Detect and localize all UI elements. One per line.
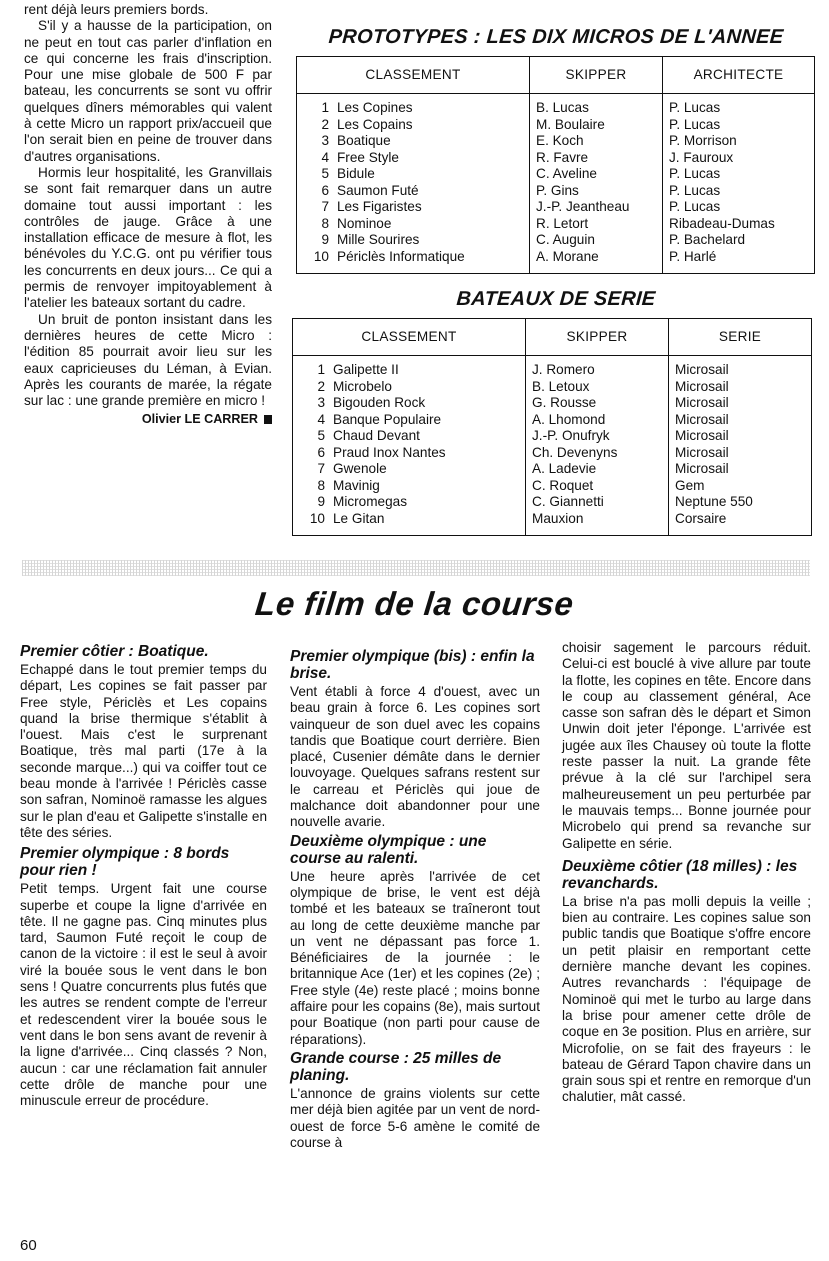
skipper-name: C. Roquet [532, 477, 594, 493]
series-name: Microsail [675, 461, 729, 476]
boat-name: Les Copines [337, 100, 413, 115]
section-heading: Premier olympique (bis) : enfin la brise. [290, 648, 535, 682]
boat-name: Banque Populaire [333, 411, 442, 427]
series-name: Microsail [675, 395, 729, 410]
page-number: 60 [20, 1237, 37, 1254]
rank-number: 4 [321, 149, 329, 165]
column-header: SERIE [669, 319, 812, 356]
rank-number: 4 [317, 411, 325, 427]
architect-name: J. Fauroux [669, 149, 734, 165]
boat-name: Bidule [337, 166, 375, 181]
boat-name: Les Figaristes [337, 199, 422, 214]
skipper-name: P. Gins [536, 182, 579, 198]
series-table [292, 318, 812, 536]
author-name: Olivier LE CARRER [141, 412, 258, 427]
column-header: ARCHITECTE [663, 57, 815, 94]
skipper-name: J.-P. Jeantheau [536, 199, 630, 214]
architect-name: P. Bachelard [669, 232, 746, 247]
boat-name: Saumon Futé [337, 182, 419, 198]
skipper-name: R. Favre [536, 149, 589, 165]
table-row-boat [299, 428, 519, 445]
skipper-name: A. Morane [536, 248, 599, 264]
table-row-boat [303, 199, 523, 216]
skipper-name: A. Lhomond [532, 411, 606, 427]
paragraph: rent déjà leurs premiers bords. [24, 2, 209, 17]
architect-name: P. Harlé [669, 248, 717, 264]
rank-number: 8 [321, 215, 329, 231]
architect-name: P. Lucas [669, 166, 721, 181]
architect-name: P. Morrison [669, 133, 737, 148]
boat-name: Galipette II [333, 362, 399, 377]
table-row-boat [299, 461, 519, 478]
paragraph: Une heure après l'arrivée de cet olympique de brise, le vent est déjà tombé et les bateaux se traîneront tout au long de cette deuxième manche par un vent ne dépassant pas force 1. Bénéficiaires de la journée : le britannique Ace (1er) et les copines (2e) ; Free style (4e) reste placé ; moins bonne affaire pour les copains (8e), mais surtout pour Boatique (non parti pour cause de réparations). [290, 868, 540, 1047]
architect-name: P. Lucas [669, 116, 721, 132]
section-heading: Grande course : 25 milles de planing. [290, 1049, 502, 1084]
column-header: CLASSEMENT [293, 319, 526, 356]
column-header: SKIPPER [526, 319, 669, 356]
rank-number: 7 [317, 461, 325, 476]
boat-name: Périclès Informatique [337, 248, 465, 264]
series-name: Microsail [675, 378, 729, 394]
article-headline: Le film de la course [253, 585, 576, 622]
lower-column-3 [562, 640, 811, 1106]
rank-number: 6 [317, 444, 325, 460]
table-row-boat [303, 100, 523, 117]
table-row-boat [303, 216, 523, 233]
rank-number: 1 [321, 100, 329, 115]
boat-name: Les Copains [337, 116, 413, 132]
prototypes-title: PROTOTYPES : LES DIX MICROS DE L'ANNEE [327, 26, 785, 48]
rank-number: 7 [321, 199, 329, 214]
paragraph: Petit temps. Urgent fait une course superbe et coupe la ligne d'arrivée en tête. Il ne gagne pas. Cinq minutes plus tard, Saumon Futé reçoit le coup de canon de la victoire : il est le seul à avoir viré la bouée sous le vent dans le bon sens ! Quatre concurrents plus futés que les autres se rendent compte de l'erreur et redescendent virer la bouée sous le vent dans le bon sens avant de revenir à la ligne d'arrivée... Cinq classés ? Non, aucun : car une réclamation fait annuler cette drôle de manche pour une minuscule erreur de procédure. [20, 881, 267, 1109]
architect-name: P. Lucas [669, 182, 721, 198]
table-row-boat [299, 395, 519, 412]
skipper-name: M. Boulaire [536, 116, 605, 132]
section-heading: Premier olympique : 8 bords pour rien ! [20, 845, 230, 880]
boat-name: Praud Inox Nantes [333, 444, 446, 460]
section-heading: Deuxième olympique : une course au ralenti. [290, 832, 487, 867]
skipper-name: G. Rousse [532, 395, 597, 410]
paragraph: L'annonce de grains violents sur cette mer déjà bien agitée par un vent de nord-ouest de force 5-6 amène le comité de course à [290, 1085, 540, 1150]
architect-name: Ribadeau-Dumas [669, 215, 775, 231]
table-row-boat [303, 232, 523, 249]
series-title: BATEAUX DE SERIE [455, 288, 657, 310]
paragraph: Hormis leur hospitalité, les Granvillais se sont fait remarquer dans un autre domaine tout aussi important : les contrôles de jauge. Grâce à une installation efficace de mesure à flot, les bénévoles du Y.C.G. ont pu vérifier tous les concurrents en deux jours... Ce qui a permis de renvoyer impitoyablement à l'atelier les bateaux sortant du cadre. [24, 164, 272, 311]
series-name: Microsail [675, 411, 729, 427]
section-heading: Premier côtier : Boatique. [20, 643, 209, 660]
table-row-boat [299, 445, 519, 462]
rank-number: 2 [317, 378, 325, 394]
table-row-boat [303, 183, 523, 200]
skipper-name: R. Letort [536, 215, 589, 231]
architect-name: P. Lucas [669, 100, 721, 115]
rank-number: 5 [321, 166, 329, 181]
boat-name: Bigouden Rock [333, 395, 426, 410]
author-signature [24, 411, 272, 427]
series-name: Neptune 550 [675, 494, 753, 509]
boat-name: Boatique [337, 133, 391, 148]
rank-number: 10 [309, 510, 325, 526]
rank-number: 8 [317, 477, 325, 493]
paragraph: S'il y a hausse de la participation, on ne peut en tout cas parler d'inflation en ce qui concerne les frais d'inscription. Pour une mise globale de 500 F par bateau, les concurrents se sont vu offrir quelques dîners mémorables qui valent à cette Micro un rapport prix/accueil que l'on serait bien en peine de trouver dans d'autres organisations. [24, 18, 272, 164]
skipper-name: J. Romero [532, 362, 595, 377]
paragraph: Vent établi à force 4 d'ouest, avec un beau grain à force 6. Les copines sort vainqueur de son duel avec les copains tandis que Boatique court derrière. Bien placé, Cusenier démâte dans le dernier louvoyage. Quelques safrans restent sur le carreau et Périclès qui joue de malchance doit abandonner pour une nouvelle avarie. [290, 684, 540, 830]
column-header: CLASSEMENT [297, 57, 530, 94]
section-heading: Deuxième côtier (18 milles) : les revanchards. [562, 857, 798, 892]
rank-number: 6 [321, 182, 329, 198]
rank-number: 2 [321, 116, 329, 132]
boat-name: Nominoe [337, 215, 392, 231]
table-row-boat [299, 478, 519, 495]
boat-name: Free Style [337, 149, 399, 165]
skipper-name: A. Ladevie [532, 461, 597, 476]
series-name: Microsail [675, 444, 729, 460]
table-row-boat [303, 150, 523, 167]
table-row-boat [303, 117, 523, 134]
paragraph: choisir sagement le parcours réduit. Celui-ci est bouclé à vive allure par toute la flotte, les copines en tête. Encore dans le coup au classement général, Ace casse son safran dès le départ et Simon Unwin doit jeter l'éponge. L'arrivée est jugée aux îles Chausey où toute la flotte reste passer la nuit. La grande fête prévue à la clé sur l'archipel sera malheureusement un peu perturbée par le mauvais temps... Bonne journée pour Microbelo qui prend sa revanche sur Galipette en série. [562, 640, 811, 851]
boat-name: Chaud Devant [333, 428, 420, 443]
lower-column-2 [290, 648, 540, 1151]
rank-number: 5 [317, 428, 325, 443]
paragraph: La brise n'a pas molli depuis la veille ; bien au contraire. Les copines salue son public tandis que Boatique s'offre encore un petit plaisir en remportant cette dernière manche devant les copines. Autres revanchards : l'équipage de Nominoë qui met le turbo au large dans la brise pour amener cette drôle de coque en 3e position. Plus en arrière, sur Microfolie, on se fait des frayeurs : le bateau de Gérard Tapon chavire dans un grain sous spi et rentre en remorque d'un chalutier, mât cassé. [562, 893, 811, 1105]
boat-name: Micromegas [333, 494, 408, 509]
table-row-boat [303, 166, 523, 183]
table-row-boat [299, 379, 519, 396]
series-name: Microsail [675, 362, 729, 377]
series-name: Corsaire [675, 510, 727, 526]
table-row-boat [299, 412, 519, 429]
rank-number: 10 [313, 248, 329, 264]
lower-column-1 [20, 643, 267, 1109]
rank-number: 3 [317, 395, 325, 410]
skipper-name: B. Lucas [536, 100, 589, 115]
paragraph: Un bruit de ponton insistant dans les dernières heures de cette Micro : l'édition 85 pourrait avoir lieu sur les eaux capricieuses du Léman, à Evian. Après les courants de marée, la régate sur lac : une grande première en micro ! [24, 311, 272, 409]
series-name: Microsail [675, 428, 729, 443]
skipper-name: C. Giannetti [532, 494, 604, 509]
table-row-boat [303, 133, 523, 150]
end-mark-icon [264, 415, 272, 424]
section-divider [22, 560, 810, 576]
skipper-name: C. Aveline [536, 166, 597, 181]
table-row-boat [303, 249, 523, 266]
column-header: SKIPPER [530, 57, 663, 94]
boat-name: Mavinig [333, 477, 380, 493]
skipper-name: C. Auguin [536, 232, 595, 247]
skipper-name: Ch. Devenyns [532, 444, 618, 460]
skipper-name: E. Koch [536, 133, 584, 148]
rank-number: 3 [321, 133, 329, 148]
prototypes-table [296, 56, 815, 274]
paragraph: Echappé dans le tout premier temps du départ, Les copines se fait passer par Free style, Périclès et Les copains quand la brise thermique s'établit à l'ouest. Mais c'est le surprenant Boatique, très mal parti (17e à la seconde marque...) qui va coiffer tout ce beau monde à l'arrivée ! Périclès casse son safran, Nominoë ramasse les algues sur le plan d'eau et Galipette s'installe en tête des séries. [20, 662, 268, 840]
skipper-name: Mauxion [532, 510, 584, 526]
table-row-boat [299, 362, 519, 379]
architect-name: P. Lucas [669, 199, 721, 214]
boat-name: Mille Sourires [337, 232, 420, 247]
skipper-name: B. Letoux [532, 378, 590, 394]
boat-name: Microbelo [333, 378, 392, 394]
rank-number: 1 [317, 362, 325, 377]
boat-name: Gwenole [333, 461, 387, 476]
boat-name: Le Gitan [333, 510, 385, 526]
table-row-boat [299, 494, 519, 511]
series-name: Gem [675, 477, 705, 493]
rank-number: 9 [321, 232, 329, 247]
skipper-name: J.-P. Onufryk [532, 428, 610, 443]
rank-number: 9 [317, 494, 325, 509]
left-article-column [24, 2, 272, 428]
table-row-boat [299, 511, 519, 528]
